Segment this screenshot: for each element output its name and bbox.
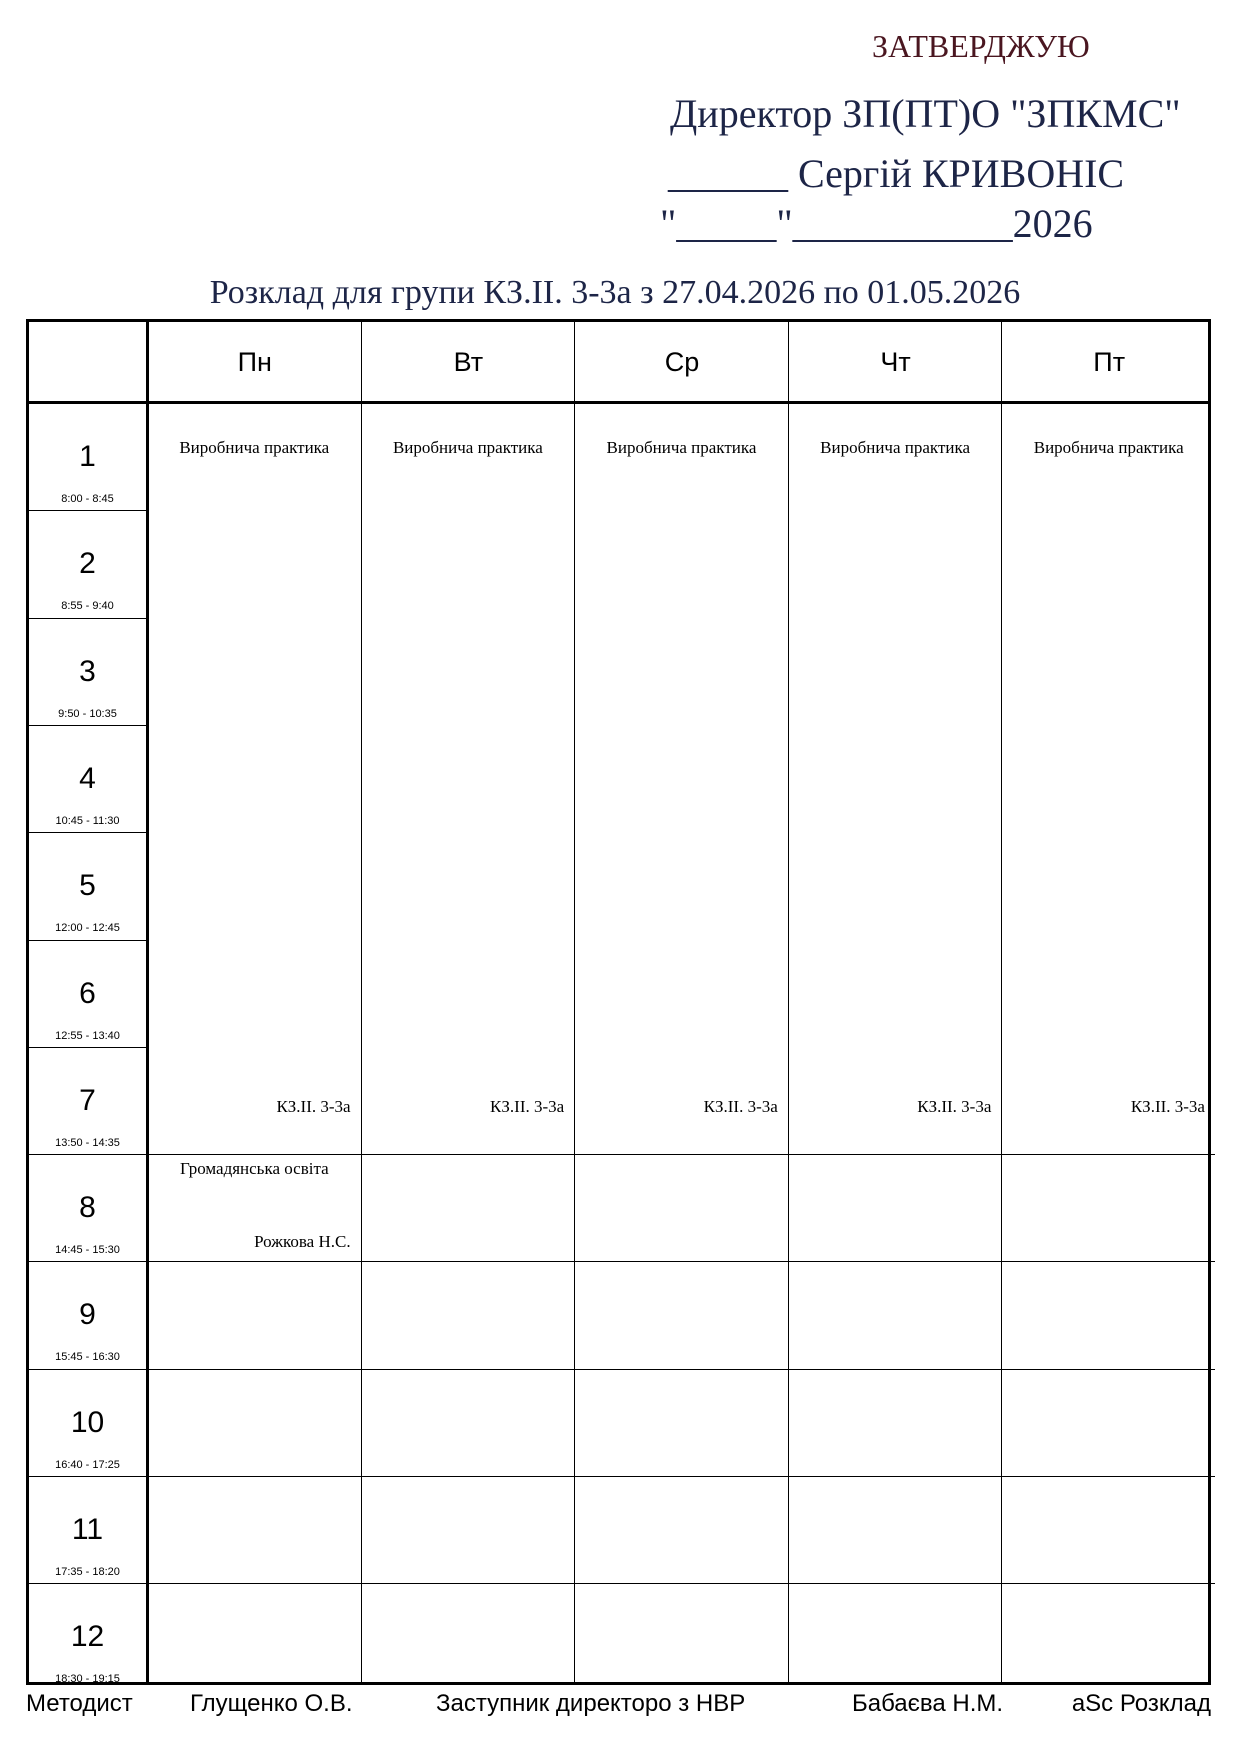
- director-signature-line: ______ Сергій КРИВОНІС: [668, 151, 1125, 196]
- lesson-cell: [148, 1155, 361, 1262]
- period-number: 6: [79, 976, 96, 1010]
- lesson-info: КЗ.II. 3-3а: [276, 1097, 351, 1117]
- footer-deputy-label: Заступник директоро з НВР: [436, 1690, 746, 1717]
- director-title: Директор ЗП(ПТ)О "ЗПКМС": [670, 91, 1181, 136]
- grid-hline: [362, 1261, 575, 1262]
- grid-hline: [29, 1261, 146, 1262]
- grid-hline: [575, 1369, 788, 1370]
- period-label: [29, 941, 146, 1048]
- grid-hline: [575, 1583, 788, 1584]
- grid-hline: [29, 1583, 146, 1584]
- grid-hline: [789, 1261, 1002, 1262]
- grid-hline: [789, 1369, 1002, 1370]
- lesson-subject: Виробнича практика: [606, 438, 757, 457]
- schedule-title: Розклад для групи КЗ.II. 3-3а з 27.04.2026 по 01.05.2026: [209, 274, 1021, 311]
- grid-hline: [29, 510, 146, 511]
- lesson-cell: [575, 404, 788, 1155]
- grid-hline: [575, 1476, 788, 1477]
- period-number: 2: [79, 547, 96, 581]
- lesson-cell: [362, 404, 575, 1155]
- period-label: [29, 1048, 146, 1155]
- lesson-cell: [148, 404, 361, 1155]
- grid-hline: [29, 725, 146, 726]
- grid-hline: [29, 618, 146, 619]
- grid-hline: [1002, 1369, 1215, 1370]
- period-number: 9: [79, 1298, 96, 1332]
- day-header: Чт: [880, 346, 911, 377]
- day-header: Пн: [237, 346, 272, 377]
- lesson-subject: Виробнича практика: [1033, 438, 1184, 457]
- grid-hline: [29, 832, 146, 833]
- period-time: 13:50 - 14:35: [55, 1136, 120, 1149]
- footer-software: aSc Розклад: [1071, 1690, 1211, 1717]
- lesson-info: Рожкова Н.С.: [254, 1232, 351, 1252]
- period-time: 16:40 - 17:25: [55, 1458, 120, 1471]
- period-time: 12:55 - 13:40: [55, 1029, 120, 1042]
- period-label: [29, 1477, 146, 1584]
- lesson-cell: [789, 404, 1002, 1155]
- period-time: 17:35 - 18:20: [55, 1566, 120, 1578]
- grid-hline: [362, 1583, 575, 1584]
- timetable-grid: [26, 319, 1211, 1685]
- approval-date-line: "_____"___________2026: [660, 201, 1093, 246]
- period-label: [29, 833, 146, 940]
- period-label: [29, 619, 146, 726]
- period-label: [29, 1370, 146, 1477]
- grid-hline: [1002, 1476, 1215, 1477]
- day-header: Пт: [1093, 346, 1126, 377]
- period-number: 4: [79, 761, 96, 795]
- period-time: 12:00 - 12:45: [55, 922, 120, 935]
- period-label: [29, 511, 146, 618]
- period-number: 5: [79, 869, 96, 903]
- lesson-subject: Виробнича практика: [392, 438, 543, 457]
- grid-hline: [362, 1476, 575, 1477]
- period-label: [29, 726, 146, 833]
- period-time: 8:00 - 8:45: [61, 493, 114, 505]
- period-number: 7: [79, 1083, 96, 1117]
- footer-methodist-label: Методист: [26, 1690, 133, 1717]
- grid-hline: [29, 1047, 146, 1048]
- day-header: Вт: [453, 346, 484, 377]
- lesson-info: КЗ.II. 3-3а: [917, 1097, 992, 1117]
- day-header: Ср: [664, 346, 700, 377]
- period-time: 15:45 - 16:30: [55, 1351, 120, 1364]
- grid-hline: [29, 940, 146, 941]
- period-label: [29, 1262, 146, 1369]
- footer-deputy-name: Бабаєва Н.М.: [852, 1690, 1004, 1717]
- grid-hline: [1002, 1583, 1215, 1584]
- period-number: 8: [79, 1191, 96, 1225]
- period-time: 9:50 - 10:35: [58, 707, 117, 720]
- period-time: 14:45 - 15:30: [55, 1244, 120, 1257]
- grid-hline: [29, 1476, 146, 1477]
- period-number: 10: [70, 1405, 105, 1439]
- lesson-subject: Громадянська освіта: [179, 1159, 329, 1179]
- grid-hline: [29, 1154, 146, 1155]
- grid-hline: [362, 1369, 575, 1370]
- period-number: 12: [70, 1620, 105, 1654]
- lesson-subject: Виробнича практика: [179, 438, 330, 457]
- period-time: 18:30 - 19:15: [55, 1673, 120, 1686]
- period-number: 11: [71, 1513, 104, 1546]
- grid-hline: [575, 1261, 788, 1262]
- period-label: [29, 1584, 146, 1691]
- grid-hline: [789, 1476, 1002, 1477]
- lesson-cell: [1002, 404, 1215, 1155]
- lesson-info: КЗ.II. 3-3а: [1130, 1097, 1205, 1117]
- period-label: [29, 1155, 146, 1262]
- lesson-info: КЗ.II. 3-3а: [490, 1097, 565, 1117]
- grid-hline: [789, 1583, 1002, 1584]
- period-label: [29, 404, 146, 511]
- footer-methodist-name: Глущенко О.В.: [190, 1690, 353, 1717]
- period-number: 1: [79, 440, 96, 473]
- grid-hline: [148, 1583, 361, 1584]
- grid-hline: [148, 1476, 361, 1477]
- lesson-info: КЗ.II. 3-3а: [703, 1097, 778, 1117]
- period-number: 3: [79, 654, 96, 688]
- period-time: 10:45 - 11:30: [55, 814, 120, 827]
- period-time: 8:55 - 9:40: [61, 600, 114, 613]
- grid-hline: [148, 1369, 361, 1370]
- grid-hline: [1002, 1261, 1215, 1262]
- lesson-subject: Виробнича практика: [820, 438, 971, 457]
- grid-hline: [29, 1369, 146, 1370]
- approval-heading: ЗАТВЕРДЖУЮ: [872, 28, 1090, 64]
